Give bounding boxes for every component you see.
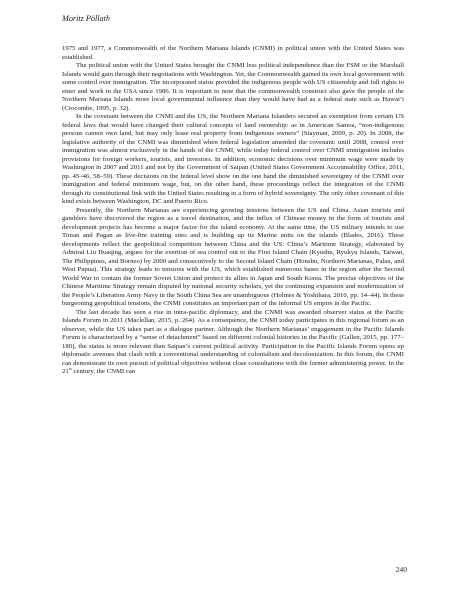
body-text <box>62 45 404 377</box>
paragraph-diplomacy-tail: century, the CNMI can <box>71 368 136 375</box>
paragraph-diplomacy <box>62 309 404 377</box>
paragraph-diplomacy-text: The last decade has seen a rise in intra-pacific diplomacy, and the CNMI was awarded observer status at the Pacific Islands Forum in 2011 (Maclellan, 2015, p. 264). As a consequence, the CNMI today participates in this regional forum as an observer, while the US takes part as a dialogue partner. Although the Northern Marianas’ engagement in the Pacific Islands Forum is characterized by a “sense of detachment” based on different colonial histories in the Pacific (Gallen, 2015, pp. 177–180), the status is more relevant than Saipan’s current political activity. Participation in the Pacific Islands Forum opens up diplomatic avenues that clash with a conventional understanding of colonialism and decolonization. In this forum, the CNMI can demonstrate its own pursuit of political objectives without close consultations with the former administering power. In the 21 <box>62 308 404 375</box>
paragraph-continuation: 1975 and 1977, a Commonwealth of the Northern Mariana Islands (CNMI) in political union with the United States was established. <box>62 45 404 61</box>
paragraph-tensions: Presently, the Northern Marianas are experiencing growing tensions between the US and China. Asian tourists and gamblers have discovered the region as a travel destination, and the influx of Chinese money in the form of tourists and development projects has become a major factor for the island economy. At the same time, the US military intends to use Tinian and Pagan as live-fire training sites and is building up its Marine units on the islands (Blades, 2016). These developments reflect the geopolitical competition between China and the US: China’s Maritime Strategy, elaborated by Admiral Liu Huaqing, argues for the exertion of sea control out to the First Island Chain (Kyushu, Ryukyu Islands, Taiwan, The Philippines, and Borneo) by 2000 and consecutively to the Second Island Chain (Honshu, Northern Marianas, Palau, and West Papua). This strategy leads to tensions with the US, which established numerous bases in the region after the Second World War to contain the former Soviet Union and protect its allies in Japan and South Korea. The precise objectives of the Chinese Maritime Strategy remain disputed by national security scholars, yet the continuing expansion and modernization of the People’s Liberation Army Navy in the South China Sea are unambiguous (Holmes & Yoshihara, 2010, pp. 14–44). In these burgeoning geopolitical tensions, the CNMI constitutes an important part of the informal US empire in the Pacific. <box>62 206 404 307</box>
page-number: 240 <box>395 565 407 574</box>
ordinal-superscript: st <box>68 365 72 371</box>
paragraph-covenant: In the covenant between the CNMI and the US, the Northern Mariana Islanders secured an exemption from certain US federal laws that would have changed their cultural concepts of land ownership: as in American Samoa, “non-indigenous persons cannot own land, but may only lease real property from indigenous owners” (Stayman, 2009, p. 20). In 2008, the legislative authority of the CNMI was diminished when federal legislation amended the covenant: until 2008, control over immigration was almost exclusively in the hands of the CNMI, while today federal control over CNMI immigration includes provisions for foreign workers, tourists, and investors. In addition, economic decisions over minimum wage were made by Washington in 2007 and 2011 and not by the Government of Saipan (United States Government Accountability Office, 2011, pp. 45–46, 58–59). These decisions on the federal level show on the one hand the diminished sovereignty of the CNMI over immigration and federal minimum wage, but, on the other hand, these proceedings reflect the integration of the CNMI through its constitutional link with the United States resulting in a form of hybrid sovereignty. The only other covenant of this kind exists between Washington, DC and Puerto Rico. <box>62 113 404 205</box>
running-head: Moritz Pöllath <box>62 14 110 23</box>
paragraph-political-union: The political union with the United States brought the CNMI less political independence than the FSM or the Marshall Islands would gain through their negotiations with Washington. Yet, the Commonwealth gained its own local government with some control over immigration. The incorporated status provided the indigenous people with US citizenship and full rights to enter and work in the USA since 1986. It is important to note that the commonwealth construct also gave the people of the Northern Mariana Islands more local governmental influence than they would have had as a federal state such as Hawai‘i (Crocombe, 1995, p. 32). <box>62 62 404 112</box>
